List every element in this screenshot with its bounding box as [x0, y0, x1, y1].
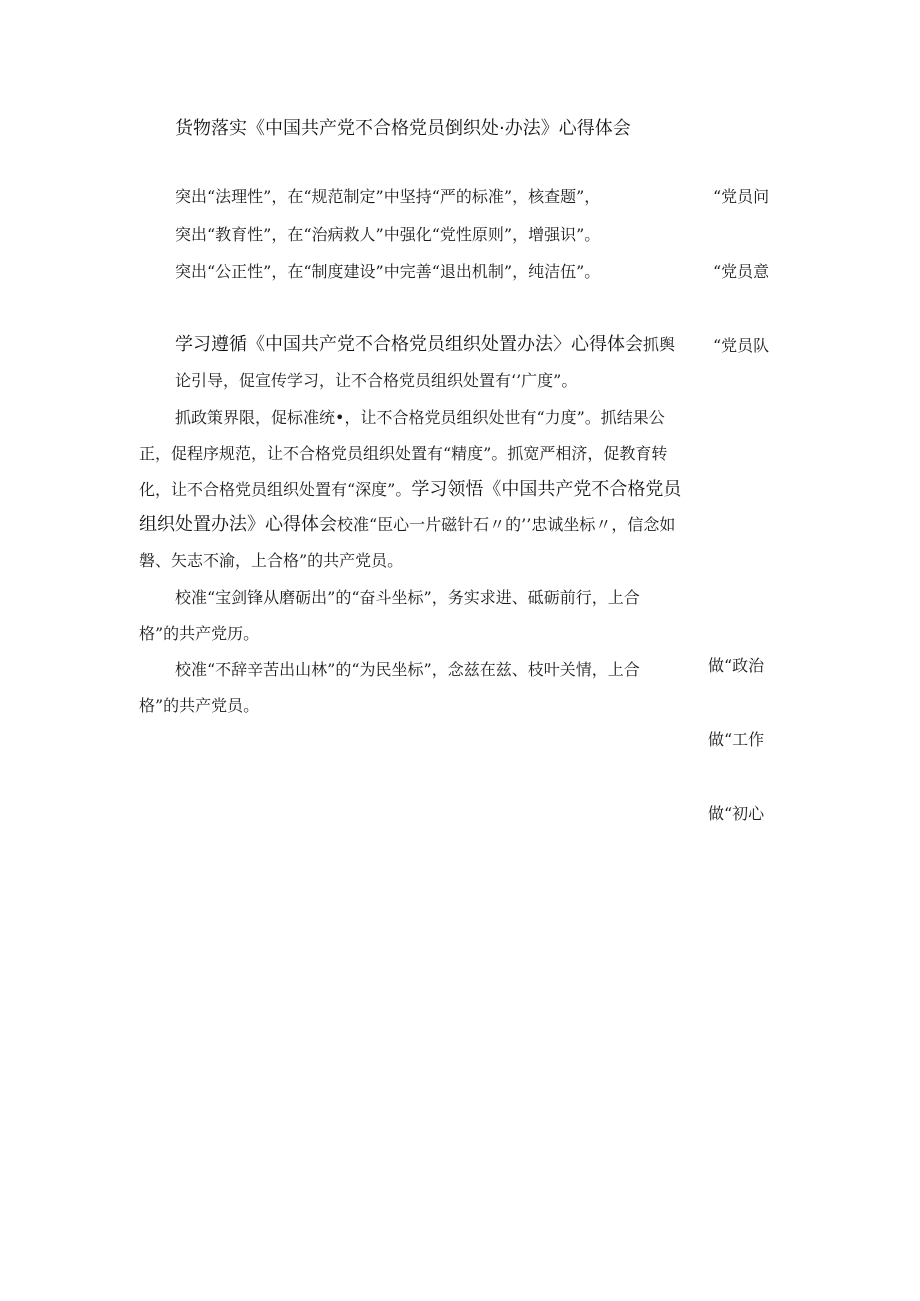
side-fragment-4: 做“政治: [708, 656, 765, 675]
section1-line-2: 突出“教育性”，在“治病救人”中强化“党性原则”，增强识”。: [175, 225, 601, 244]
para3-line-11: 格”的共产党员。: [139, 696, 260, 715]
para3-line-6-text: 校准“臣心一片磁针石〃的’’忠诚坐标〃，信念如: [337, 515, 676, 534]
para2-line-5: [139, 480, 681, 500]
para3-line-9: 格”的共产党历。: [139, 624, 260, 643]
title-3-part-a: 学习领悟《中国共产党不合格党员: [411, 479, 682, 500]
para3-line-8: 校准“宝剑锋从磨砺出”的“奋斗坐标”，务实求进、砥砺前行，上合: [175, 588, 640, 607]
side-fragment-5: 做“工作: [708, 730, 765, 749]
para2-line-3: 抓政策界限，促标准统•，让不合格党员组织处世有“力度”。抓结果公: [175, 408, 665, 427]
para3-line-10: 校准“不辞辛苦出山林”的“为民坐标”，念兹在兹、枝叶关情，上合: [175, 660, 640, 679]
section1-line-3: 突出“公正性”，在“制度建设”中完善“退出机制”，纯洁伍”。: [175, 262, 601, 281]
section1-line-1: 突出“法理性”，在“规范制定”中坚持“严的标准”，核查题”，: [175, 187, 601, 206]
title-2-line: [175, 335, 675, 355]
title-2-tail: 抓舆: [643, 335, 676, 354]
para3-line-6: [139, 515, 675, 535]
para2-line-5-text: 化，让不合格党员组织处置有“深度”。: [139, 480, 412, 499]
side-fragment-3: “党员队: [713, 336, 770, 355]
title-3-part-b: 组织处置办法》心得体会: [139, 514, 337, 535]
title-1: 货物落实《中国共产党不合格党员倒织处·办法》心得体会: [175, 118, 631, 139]
para3-line-7: 磐、矢志不渝，上合格”的共产党员。: [139, 551, 404, 570]
para2-line-4: 正，促程序规范，让不合格党员组织处置有“精度”。抓宽严相济，促教育转: [139, 444, 668, 463]
side-fragment-6: 做“初心: [708, 804, 765, 823]
side-fragment-1: “党员问: [713, 187, 770, 206]
side-fragment-2: “党员意: [713, 262, 770, 281]
title-2: 学习遵循《中国共产党不合格党员组织处置办法〉心得体会: [175, 334, 643, 355]
para2-line-2: 论引导，促宣传学习，让不合格党员组织处置有‘’广度”。: [175, 371, 578, 390]
